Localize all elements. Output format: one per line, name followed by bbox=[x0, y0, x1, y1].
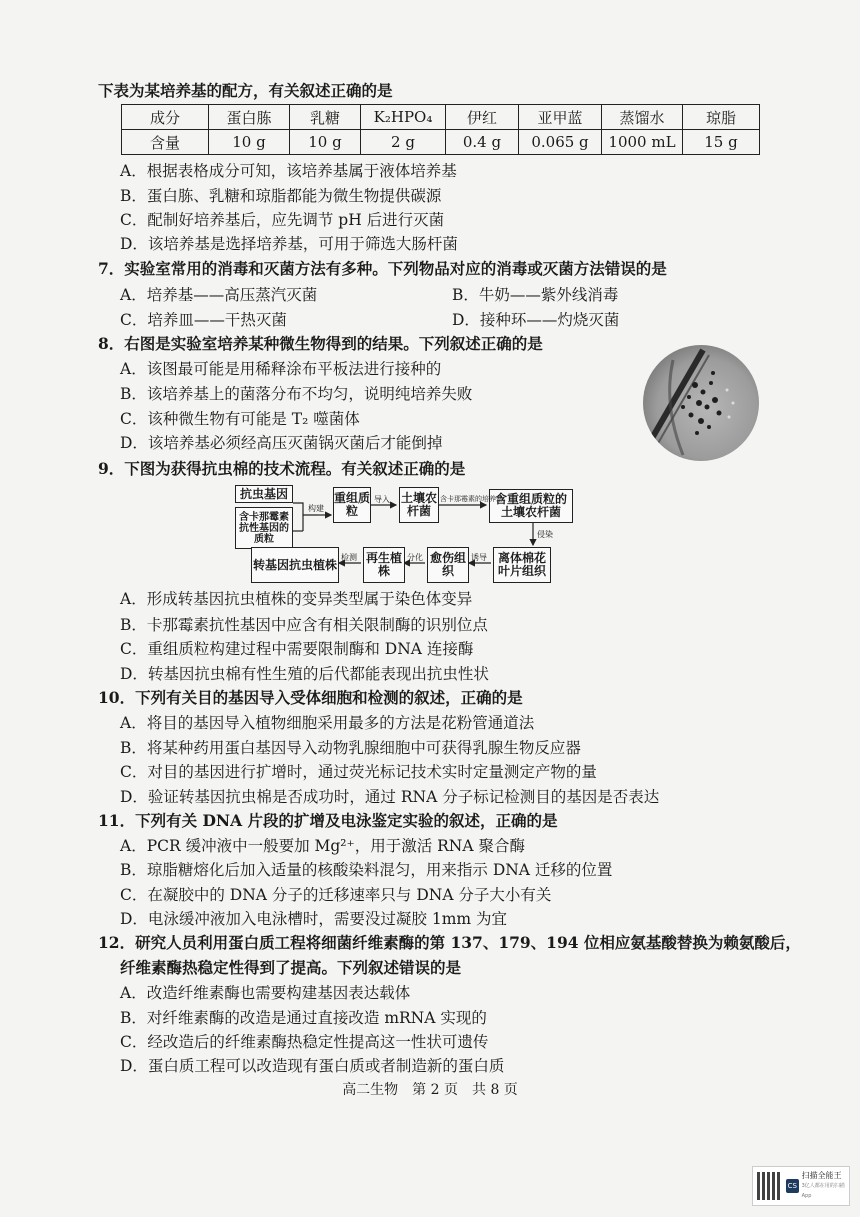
scanner-text bbox=[802, 1171, 849, 1201]
q7-stem: 7．实验室常用的消毒和灭菌方法有多种。下列物品对应的消毒或灭菌方法错误的是 bbox=[98, 259, 667, 278]
table-cell: 伊红 bbox=[446, 105, 519, 130]
qr-code-icon bbox=[757, 1172, 782, 1200]
q6-stem: 下表为某培养基的配方，有关叙述正确的是 bbox=[98, 81, 393, 100]
q11-option-a: A．PCR 缓冲液中一般要加 Mg²⁺，用于激活 RNA 聚合酶 bbox=[120, 837, 525, 855]
q10-option-b: B．将某种药用蛋白基因导入动物乳腺细胞中可获得乳腺生物反应器 bbox=[120, 739, 581, 757]
q9-option-a: A．形成转基因抗虫植株的变异类型属于染色体变异 bbox=[120, 590, 473, 608]
q10-stem: 10．下列有关目的基因导入受体细胞和检测的叙述，正确的是 bbox=[98, 688, 523, 707]
q12-stem-line2: 纤维素酶热稳定性得到了提高。下列叙述错误的是 bbox=[120, 958, 462, 977]
table-cell: 2 g bbox=[361, 130, 446, 155]
label-infect: 侵染 bbox=[537, 530, 553, 539]
box-agro-with-plasmid: 含重组质粒的土壤农杆菌 bbox=[489, 489, 573, 523]
q9-option-d: D．转基因抗虫棉有性生殖的后代都能表现出抗虫性状 bbox=[120, 665, 489, 683]
petri-dish-photo bbox=[643, 345, 759, 461]
q9-stem: 9．下图为获得抗虫棉的技术流程。有关叙述正确的是 bbox=[98, 459, 466, 478]
recipe-table bbox=[121, 104, 760, 155]
q11-stem: 11．下列有关 DNA 片段的扩增及电泳鉴定实验的叙述，正确的是 bbox=[98, 811, 558, 830]
label-kanamycin-medium: 含卡那霉素的培养基 bbox=[440, 495, 503, 503]
q11-option-d: D．电泳缓冲液加入电泳槽时，需要没过凝胶 1mm 为宜 bbox=[120, 910, 508, 928]
q10-option-d: D．验证转基因抗虫棉是否成功时，通过 RNA 分子标记检测目的基因是否表达 bbox=[120, 788, 660, 806]
box-agrobacterium: 土壤农杆菌 bbox=[399, 487, 439, 523]
label-differentiate: 分化 bbox=[407, 553, 423, 562]
q7-option-d: D．接种环——灼烧灭菌 bbox=[452, 311, 620, 329]
scanner-name: 扫描全能王 bbox=[801, 1171, 842, 1180]
table-cell: 10 g bbox=[290, 130, 361, 155]
label-induce: 诱导 bbox=[471, 553, 487, 562]
q6-option-a: A．根据表格成分可知，该培养基属于液体培养基 bbox=[120, 162, 457, 180]
table-cell: 蛋白胨 bbox=[209, 105, 290, 130]
q10-option-a: A．将目的基因导入植物细胞采用最多的方法是花粉管通道法 bbox=[120, 714, 535, 732]
box-transgenic-plant: 转基因抗虫植株 bbox=[251, 547, 339, 583]
box-recombinant-plasmid: 重组质粒 bbox=[333, 487, 371, 523]
box-regenerated-plant: 再生植株 bbox=[363, 547, 405, 583]
q8-option-a: A．该图最可能是用稀释涂布平板法进行接种的 bbox=[120, 360, 442, 378]
q12-option-b: B．对纤维素酶的改造是通过直接改造 mRNA 实现的 bbox=[120, 1009, 487, 1027]
q12-option-d: D．蛋白质工程可以改造现有蛋白质或者制造新的蛋白质 bbox=[120, 1057, 505, 1075]
table-cell: 0.065 g bbox=[519, 130, 602, 155]
label-import: 导入 bbox=[374, 495, 390, 504]
q10-option-c: C．对目的基因进行扩增时，通过荧光标记技术实时定量测定产物的量 bbox=[120, 763, 597, 781]
flow-diagram bbox=[233, 483, 593, 583]
q12-stem-line1: 12．研究人员利用蛋白质工程将细菌纤维素酶的第 137、179、194 位相应氨基酸替换为赖氨酸后， bbox=[98, 933, 801, 952]
q8-option-c: C．该种微生物有可能是 T₂ 噬菌体 bbox=[120, 410, 360, 428]
q9-option-b: B．卡那霉素抗性基因中应含有相关限制酶的识别位点 bbox=[120, 616, 488, 634]
table-cell: 含量 bbox=[122, 130, 209, 155]
q7-option-b: B．牛奶——紫外线消毒 bbox=[452, 286, 619, 304]
q11-option-c: C．在凝胶中的 DNA 分子的迁移速率只与 DNA 分子大小有关 bbox=[120, 886, 552, 904]
table-cell: 15 g bbox=[683, 130, 760, 155]
q12-option-a: A．改造纤维素酶也需要构建基因表达载体 bbox=[120, 984, 411, 1002]
q7-option-c: C．培养皿——干热灭菌 bbox=[120, 311, 287, 329]
q6-option-d: D．该培养基是选择培养基，可用于筛选大肠杆菌 bbox=[120, 235, 458, 253]
box-callus: 愈伤组织 bbox=[427, 547, 469, 583]
box-insect-gene: 抗虫基因 bbox=[235, 485, 293, 503]
table-cell: 乳糖 bbox=[290, 105, 361, 130]
table-cell: 亚甲蓝 bbox=[519, 105, 602, 130]
table-row bbox=[122, 105, 760, 130]
q11-option-b: B．琼脂糖熔化后加入适量的核酸染料混匀，用来指示 DNA 迁移的位置 bbox=[120, 861, 613, 879]
table-cell: 成分 bbox=[122, 105, 209, 130]
scanner-subtitle: 3亿人都在用的扫描App bbox=[801, 1183, 845, 1199]
table-cell: 1000 mL bbox=[602, 130, 683, 155]
q7-option-a: A．培养基——高压蒸汽灭菌 bbox=[120, 286, 318, 304]
scanner-watermark bbox=[752, 1166, 850, 1206]
page-footer: 高二生物 第 2 页 共 8 页 bbox=[342, 1082, 518, 1098]
table-cell: 琼脂 bbox=[683, 105, 760, 130]
q6-option-b: B．蛋白胨、乳糖和琼脂都能为微生物提供碳源 bbox=[120, 187, 442, 205]
table-cell: K₂HPO₄ bbox=[361, 105, 446, 130]
table-cell: 蒸馏水 bbox=[602, 105, 683, 130]
q8-stem: 8．右图是实验室培养某种微生物得到的结果。下列叙述正确的是 bbox=[98, 334, 543, 353]
label-build: 构建 bbox=[308, 504, 324, 513]
box-cotton-leaf-tissue: 离体棉花叶片组织 bbox=[493, 547, 551, 583]
table-cell: 10 g bbox=[209, 130, 290, 155]
q12-option-c: C．经改造后的纤维素酶热稳定性提高这一性状可遗传 bbox=[120, 1033, 489, 1051]
q9-option-c: C．重组质粒构建过程中需要限制酶和 DNA 连接酶 bbox=[120, 640, 474, 658]
camscanner-logo-icon: CS bbox=[786, 1179, 799, 1193]
q8-option-b: B．该培养基上的菌落分布不均匀，说明纯培养失败 bbox=[120, 385, 473, 403]
q8-option-d: D．该培养基必须经高压灭菌锅灭菌后才能倒掉 bbox=[120, 434, 443, 452]
label-detect: 检测 bbox=[341, 553, 357, 562]
box-plasmid: 含卡那霉素抗性基因的质粒 bbox=[235, 507, 293, 549]
table-row bbox=[122, 130, 760, 155]
table-cell: 0.4 g bbox=[446, 130, 519, 155]
q6-option-c: C．配制好培养基后，应先调节 pH 后进行灭菌 bbox=[120, 211, 445, 229]
